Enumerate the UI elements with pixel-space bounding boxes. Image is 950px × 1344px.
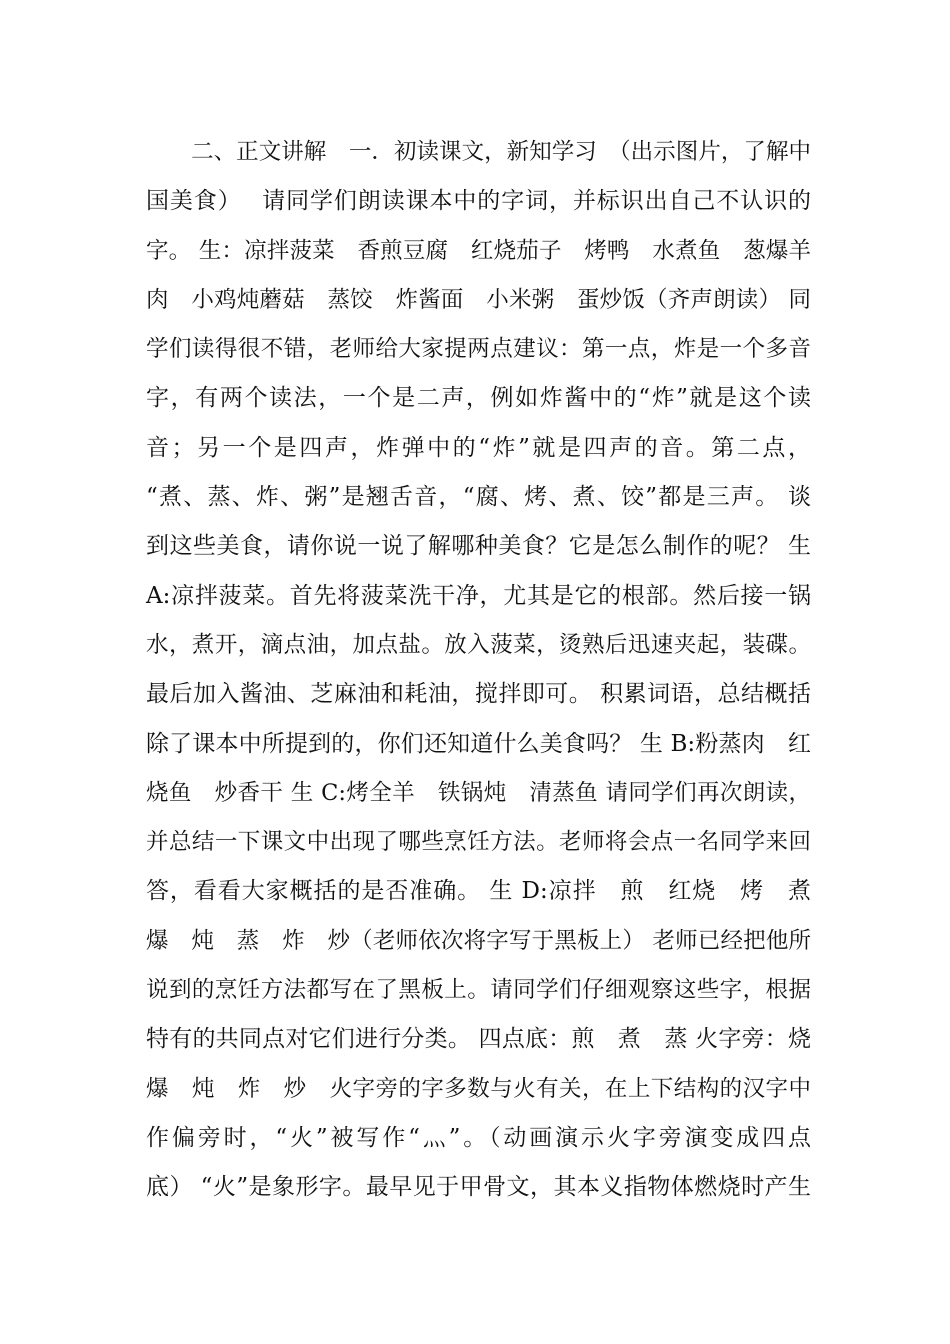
text-line-11: 水，煮开，滴点油，加点盐。放入菠菜，烫熟后迅速夹起，装碟。 — [146, 631, 811, 658]
text-line-3: 字。 生：凉拌菠菜 香煎豆腐 红烧茄子 烤鸭 水煮鱼 葱爆羊 — [146, 237, 811, 264]
text-line-17: 爆 炖 蒸 炸 炒（老师依次将字写于黑板上） 老师已经把他所 — [146, 927, 811, 954]
body-text — [146, 128, 811, 1213]
text-line-8: “煮、蒸、炸、粥”是翘舌音，“腐、烤、煮、饺”都是三声。 谈 — [146, 484, 811, 511]
text-line-14: 烧鱼 炒香干 生 C:烤全羊 铁锅炖 清蒸鱼 请同学们再次朗读， — [146, 779, 811, 806]
text-line-10: A:凉拌菠菜。首先将菠菜洗干净，尤其是它的根部。然后接一锅 — [146, 582, 811, 609]
text-line-7: 音；另一个是四声，炸弹中的“炸”就是四声的音。第二点， — [146, 434, 811, 461]
text-line-20: 爆 炖 炸 炒 火字旁的字多数与火有关，在上下结构的汉字中 — [146, 1075, 811, 1102]
text-line-9: 到这些美食，请你说一说了解哪种美食？它是怎么制作的呢？ 生 — [146, 533, 811, 560]
text-line-4: 肉 小鸡炖蘑菇 蒸饺 炸酱面 小米粥 蛋炒饭（齐声朗读） 同 — [146, 286, 811, 313]
text-line-12: 最后加入酱油、芝麻油和耗油，搅拌即可。 积累词语，总结概括 — [146, 681, 811, 708]
text-line-15: 并总结一下课文中出现了哪些烹饪方法。老师将会点一名同学来回 — [146, 829, 811, 856]
text-line-21: 作偏旁时，“火”被写作“灬”。（动画演示火字旁演变成四点 — [146, 1124, 811, 1151]
text-line-6: 字，有两个读法，一个是二声，例如炸酱中的“炸”就是这个读 — [146, 385, 811, 412]
text-line-19: 特有的共同点对它们进行分类。 四点底：煎 煮 蒸 火字旁：烧 — [146, 1026, 811, 1053]
text-line-16: 答，看看大家概括的是否准确。 生 D:凉拌 煎 红烧 烤 煮 — [146, 878, 811, 905]
text-line-22: 底） “火”是象形字。最早见于甲骨文，其本义指物体燃烧时产生 — [146, 1174, 811, 1201]
text-line-1: 二、正文讲解 一．初读课文，新知学习 （出示图片，了解中 — [146, 139, 811, 165]
text-line-13: 除了课本中所提到的，你们还知道什么美食吗？ 生 B:粉蒸肉 红 — [146, 730, 811, 757]
text-line-2: 国美食） 请同学们朗读课本中的字词，并标识出自己不认识的 — [146, 188, 811, 215]
text-line-5: 学们读得很不错，老师给大家提两点建议：第一点，炸是一个多音 — [146, 336, 811, 363]
text-line-18: 说到的烹饪方法都写在了黑板上。请同学们仔细观察这些字，根据 — [146, 977, 811, 1004]
